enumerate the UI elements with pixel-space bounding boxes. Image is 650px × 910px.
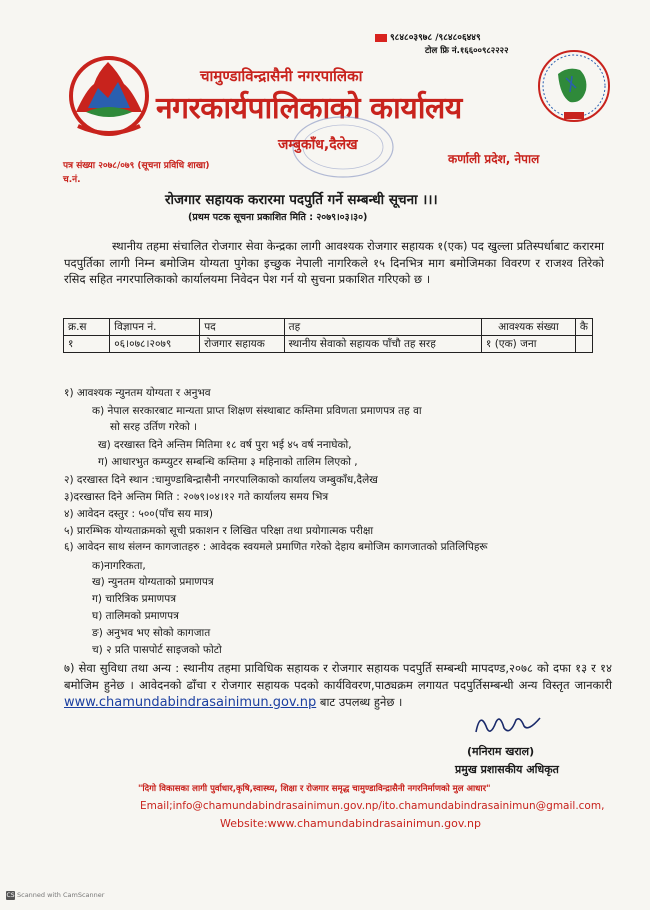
requirement-item: १) आवश्यक न्युनतम योग्यता र अनुभव [64,387,211,399]
requirement-item: ६) आवेदन साथ संलग्न कागजातहरु : आवेदक स्वयमले प्रमाणित गरेको देहाय बमोजिम कागजातको प्रतिलिपिहरू [64,541,488,553]
phone-number: ९८४८०३९७८ /९८४८०६४४९ [375,30,481,43]
requirement-item: २) दरखास्त दिने स्थान :चामुण्डाबिन्द्रासैनी नगरपालिकाको कार्यालय जम्बुकाँध,दैलेख [64,474,378,486]
notice-intro [64,238,604,288]
table-cell: १ [64,336,110,353]
table-cell [575,336,592,353]
footer-website[interactable]: Website:www.chamundabindrasainimun.gov.np [220,817,481,830]
vacancy-table [63,318,593,353]
table-cell: रोजगार सहायक [200,336,284,353]
office-name: नगरकार्यपालिकाको कार्यालय [156,91,462,126]
requirement-subitem: सो सरह उर्तिण गरेको । [110,421,198,433]
scanner-text: Scanned with CamScanner [17,891,105,899]
requirement-item: ३)दरखास्त दिने अन्तिम मिति : २०७९।०४।१२ गते कार्यालय समय भित्र [64,491,329,503]
province-label: कर्णाली प्रदेश, नेपाल [448,152,540,166]
footer-email[interactable]: Email;info@chamundabindrasainimun.gov.np/ito.chamundabindrasainimun@gmail.com, [140,800,605,812]
footer-motto: "दिगो विकासका लागी पुर्वाधार,कृषि,स्वास्थ्य, शिक्षा र रोजगार समृद्ध चामुण्डाविन्द्रासैनी नगरनिर्माणको मुल आधार" [138,784,491,794]
table-cell: १ (एक) जना [481,336,575,353]
website-link[interactable]: www.chamundabindrasainimun.gov.np [64,695,317,710]
table-row [64,336,593,353]
dispatch-number: च.नं. [63,175,81,185]
nepal-emblem-icon [68,50,150,140]
document-item: घ) तालिमको प्रमाणपत्र [92,610,179,622]
services-text: ७) सेवा सुविधा तथा अन्य : स्थानीय तहमा प्राविधिक सहायक र रोजगार सहायक पदपुर्ति सम्बन्धी मापदण्ड,२०७८ को दफा १३ र १४ बमोजिम हुनेछ । आवेदनको ढाँचा र रोजगार सहायक पदको कार्यविवरण,पाठ्यक्रम लगायत पदपुर्तिसम्बन्धी अन्य विस्तृत जानकारी [64,661,612,692]
document-item: ङ) अनुभव भए सोको कागजात [92,627,211,639]
municipality-logo-icon [536,48,612,128]
table-cell: ०६।०७८।२०७९ [110,336,200,353]
document-item: ख) न्युनतम योग्यताको प्रमाणपत्र [92,576,214,588]
toll-free-number: टोल फ्रि नं.१६६००९८२२२२ [425,46,509,56]
requirement-subitem: ख) दरखास्त दिने अन्तिम मितिमा १८ वर्ष पुरा भई ४५ वर्ष ननाघेको, [98,439,352,451]
notice-subtitle: (प्रथम पटक सूचना प्रकाशित मिति : २०७९।०३।३०) [188,212,368,223]
table-header-cell: आवश्यक संख्या [481,319,575,336]
letter-number: पत्र संख्या २०७८/०७९ (सूचना प्रविधि शाखा) [63,161,210,171]
document-item: ग) चारित्रिक प्रमाणपत्र [92,593,176,605]
table-header-cell: विज्ञापन नं. [110,319,200,336]
signature-image [470,708,550,742]
table-header-cell: पद [200,319,284,336]
table-cell: स्थानीय सेवाको सहायक पाँचौ तह सरह [284,336,481,353]
table-header-row [64,319,593,336]
services-paragraph [64,660,612,711]
table-header-cell: तह [284,319,481,336]
requirement-subitem: ग) आधारभुत कम्प्युटर सम्बन्धि कम्तिमा ३ महिनाको तालिम लिएको , [98,456,358,468]
document-item: च) २ प्रति पासपोर्ट साइजको फोटो [92,644,222,656]
table-header-cell: क्र.स [64,319,110,336]
requirement-subitem: क) नेपाल सरकारबाट मान्यता प्राप्त शिक्षण संस्थाबाट कम्तिमा प्रविणता प्रमाणपत्र तह वा [92,405,422,417]
table-header-cell: कै [575,319,592,336]
office-location: जम्बुकाँध,दैलेख [278,137,358,153]
municipality-name: चामुण्डाविन्द्रासैनी नगरपालिका [200,67,363,85]
scanner-watermark [6,891,104,900]
notice-intro-text: स्थानीय तहमा संचालित रोजगार सेवा केन्द्रका लागी आवश्यक रोजगार सहायक १(एक) पद खुल्ला प्रतिस्पर्धाबाट करारमा पदपुर्तिका लागी निम्न बमोजिम योग्यता पुगेका इच्छुक नेपाली नागरिकले १५ दिनभित्र माग बमोजिमका विवरण र राजश्व तिरेको रसिद सहित नगरपालिकाको कार्यालयमा निवेदन पेश गर्न यो सुचना प्रकाशित गरिएको छ । [64,239,604,286]
camscanner-icon: CS [6,892,15,899]
notice-title: रोजगार सहायक करारमा पदपुर्ति गर्ने सम्बन्धी सूचना ।।। [165,192,438,208]
signatory-name: (मनिराम खराल) [467,745,535,758]
requirement-item: ४) आवेदन दस्तुर : ५००(पाँच सय मात्र) [64,508,213,520]
phone-icon [375,34,387,42]
signatory-post: प्रमुख प्रशासकीय अधिकृत [455,763,559,776]
requirement-item: ५) प्रारम्भिक योग्यताक्रमको सूची प्रकाशन र लिखित परिक्षा तथा प्रयोगात्मक परीक्षा [64,525,374,537]
document-item: क)नागरिकता, [92,560,146,572]
services-suffix: बाट उपलब्ध हुनेछ । [319,695,403,709]
